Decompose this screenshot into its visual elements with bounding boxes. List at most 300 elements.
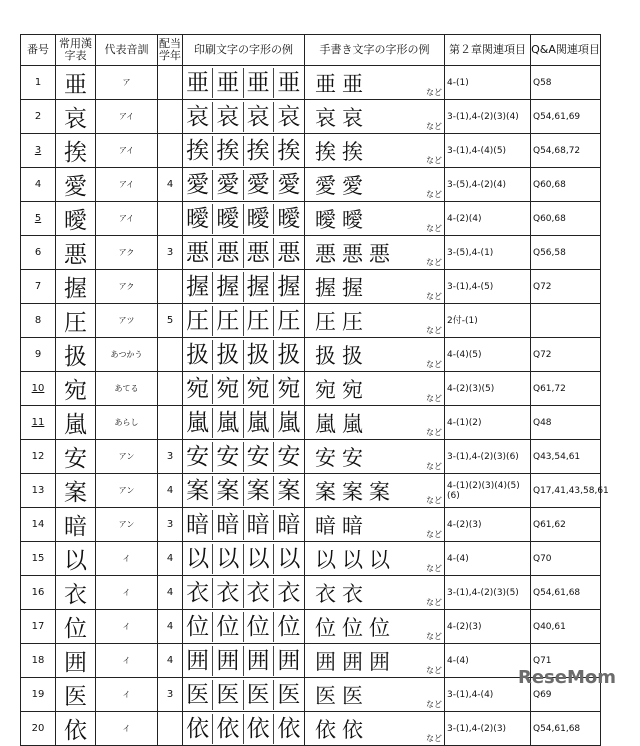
printed-glyph: 悪	[213, 238, 243, 268]
school-grade	[158, 406, 183, 440]
printed-forms	[183, 236, 305, 270]
handwritten-glyphs: 圧圧	[315, 310, 369, 334]
printed-forms	[183, 678, 305, 712]
qa-reference: Q54,61,68	[531, 576, 601, 610]
header-joyo: 常用漢字表	[56, 35, 96, 66]
table-row	[21, 406, 601, 440]
printed-glyph: 暗	[277, 511, 301, 538]
representative-reading: アク	[96, 236, 158, 270]
school-grade: 3	[158, 678, 183, 712]
printed-glyph: 安	[213, 442, 243, 472]
header-printed: 印刷文字の字形の例	[183, 35, 305, 66]
qa-reference: Q60,68	[531, 168, 601, 202]
etc-note: など	[426, 360, 442, 369]
table-row	[21, 474, 601, 508]
school-grade: 5	[158, 304, 183, 338]
table-row	[21, 678, 601, 712]
representative-reading: イ	[96, 644, 158, 678]
kanji-glyph-table	[20, 34, 609, 746]
row-number: 9	[21, 338, 56, 372]
handwritten-forms	[305, 406, 445, 440]
qa-reference: Q69	[531, 678, 601, 712]
handwritten-forms	[305, 576, 445, 610]
handwritten-glyphs: 以以以	[315, 548, 396, 572]
school-grade: 3	[158, 236, 183, 270]
printed-glyph: 宛	[183, 374, 213, 404]
chapter2-reference: 3-(1),4-(2)(3)(6)	[445, 440, 531, 474]
printed-glyph: 衣	[277, 579, 301, 606]
handwritten-glyphs: 哀哀	[315, 106, 369, 130]
qa-reference: Q61,72	[531, 372, 601, 406]
joyo-kanji: 愛	[56, 168, 96, 202]
etc-note: など	[426, 632, 442, 641]
school-grade	[158, 372, 183, 406]
handwritten-forms	[305, 236, 445, 270]
joyo-kanji: 扱	[56, 338, 96, 372]
representative-reading: アイ	[96, 202, 158, 236]
printed-forms	[183, 542, 305, 576]
chapter2-reference: 3-(5),4-(2)(4)	[445, 168, 531, 202]
row-number: 13	[21, 474, 56, 508]
handwritten-glyphs: 案案案	[315, 480, 396, 504]
school-grade: 4	[158, 542, 183, 576]
printed-glyph: 位	[277, 613, 301, 640]
handwritten-forms	[305, 66, 445, 100]
printed-glyph: 衣	[183, 578, 213, 608]
etc-note: など	[426, 224, 442, 233]
representative-reading: アン	[96, 474, 158, 508]
printed-glyph: 曖	[183, 204, 213, 234]
school-grade	[158, 202, 183, 236]
school-grade: 4	[158, 474, 183, 508]
printed-glyph: 圧	[277, 307, 301, 334]
qa-reference: Q56,58	[531, 236, 601, 270]
printed-glyph: 案	[183, 476, 213, 506]
joyo-kanji: 位	[56, 610, 96, 644]
school-grade: 3	[158, 508, 183, 542]
printed-glyph: 曖	[213, 204, 243, 234]
joyo-kanji: 亜	[56, 66, 96, 100]
printed-glyph: 依	[183, 714, 213, 744]
qa-reference: Q17,41,43,58,61	[531, 474, 601, 508]
row-number: 16	[21, 576, 56, 610]
row-number: 18	[21, 644, 56, 678]
printed-glyph: 嵐	[277, 409, 301, 436]
handwritten-glyphs: 曖曖	[315, 208, 369, 232]
joyo-kanji: 囲	[56, 644, 96, 678]
handwritten-glyphs: 握握	[315, 276, 369, 300]
row-number: 10	[21, 372, 56, 406]
joyo-kanji: 悪	[56, 236, 96, 270]
printed-glyph: 曖	[244, 204, 274, 234]
joyo-kanji: 宛	[56, 372, 96, 406]
header-number: 番号	[21, 35, 56, 66]
table-row	[21, 168, 601, 202]
handwritten-glyphs: 衣衣	[315, 582, 369, 606]
printed-glyph: 愛	[183, 170, 213, 200]
printed-forms	[183, 644, 305, 678]
etc-note: など	[426, 326, 442, 335]
printed-glyph: 依	[213, 714, 243, 744]
printed-forms	[183, 168, 305, 202]
printed-glyph: 挨	[213, 136, 243, 166]
representative-reading: アイ	[96, 168, 158, 202]
printed-glyph: 位	[244, 612, 274, 642]
printed-forms	[183, 474, 305, 508]
printed-glyph: 以	[183, 544, 213, 574]
printed-glyph: 握	[213, 272, 243, 302]
handwritten-forms	[305, 338, 445, 372]
qa-reference: Q40,61	[531, 610, 601, 644]
printed-glyph: 医	[183, 680, 213, 710]
chapter2-reference: 4-(4)(5)	[445, 338, 531, 372]
handwritten-glyphs: 挨挨	[315, 140, 369, 164]
school-grade	[158, 100, 183, 134]
table-row	[21, 338, 601, 372]
printed-glyph: 位	[183, 612, 213, 642]
printed-glyph: 暗	[244, 510, 274, 540]
joyo-kanji: 挨	[56, 134, 96, 168]
representative-reading: アク	[96, 270, 158, 304]
qa-reference: Q70	[531, 542, 601, 576]
header-grade: 配当学年	[158, 35, 183, 66]
printed-glyph: 愛	[277, 171, 301, 198]
row-number: 17	[21, 610, 56, 644]
chapter2-reference: 4-(2)(3)	[445, 610, 531, 644]
printed-glyph: 案	[213, 476, 243, 506]
etc-note: など	[426, 190, 442, 199]
printed-glyph: 嵐	[183, 408, 213, 438]
handwritten-forms	[305, 712, 445, 746]
representative-reading: イ	[96, 678, 158, 712]
handwritten-glyphs: 愛愛	[315, 174, 369, 198]
etc-note: など	[426, 496, 442, 505]
etc-note: など	[426, 292, 442, 301]
handwritten-forms	[305, 678, 445, 712]
handwritten-glyphs: 医医	[315, 684, 369, 708]
joyo-kanji: 曖	[56, 202, 96, 236]
representative-reading: アツ	[96, 304, 158, 338]
printed-glyph: 扱	[183, 340, 213, 370]
printed-glyph: 扱	[244, 340, 274, 370]
qa-reference: Q72	[531, 338, 601, 372]
handwritten-glyphs: 宛宛	[315, 378, 369, 402]
handwritten-forms	[305, 372, 445, 406]
school-grade: 3	[158, 440, 183, 474]
representative-reading: イ	[96, 610, 158, 644]
table-row	[21, 202, 601, 236]
printed-glyph: 哀	[213, 102, 243, 132]
etc-note: など	[426, 530, 442, 539]
printed-glyph: 嵐	[213, 408, 243, 438]
qa-reference: Q58	[531, 66, 601, 100]
printed-glyph: 握	[244, 272, 274, 302]
printed-glyph: 愛	[213, 170, 243, 200]
row-number: 15	[21, 542, 56, 576]
chapter2-reference: 4-(4)	[445, 542, 531, 576]
school-grade: 4	[158, 168, 183, 202]
school-grade	[158, 270, 183, 304]
printed-glyph: 扱	[213, 340, 243, 370]
qa-reference: Q43,54,61	[531, 440, 601, 474]
table-row	[21, 644, 601, 678]
printed-glyph: 嵐	[244, 408, 274, 438]
qa-reference: Q61,62	[531, 508, 601, 542]
handwritten-forms	[305, 270, 445, 304]
table-body	[21, 66, 609, 746]
printed-forms	[183, 372, 305, 406]
printed-glyph: 医	[277, 681, 301, 708]
chapter2-reference: 3-(1),4-(5)	[445, 270, 531, 304]
printed-forms	[183, 304, 305, 338]
table-row	[21, 440, 601, 474]
qa-reference: Q72	[531, 270, 601, 304]
printed-glyph: 扱	[277, 341, 301, 368]
table-row	[21, 576, 601, 610]
printed-glyph: 亜	[244, 68, 274, 98]
handwritten-glyphs: 扱扱	[315, 344, 369, 368]
handwritten-forms	[305, 134, 445, 168]
printed-glyph: 衣	[244, 578, 274, 608]
representative-reading: アン	[96, 440, 158, 474]
etc-note: など	[426, 462, 442, 471]
row-number: 20	[21, 712, 56, 746]
printed-glyph: 亜	[183, 68, 213, 98]
chapter2-reference: 3-(1),4-(4)	[445, 678, 531, 712]
header-chapter2: 第２章関連項目	[445, 35, 531, 66]
printed-forms	[183, 100, 305, 134]
representative-reading: あつかう	[96, 338, 158, 372]
joyo-kanji: 以	[56, 542, 96, 576]
printed-glyph: 圧	[213, 306, 243, 336]
printed-forms	[183, 440, 305, 474]
etc-note: など	[426, 122, 442, 131]
printed-glyph: 囲	[244, 646, 274, 676]
handwritten-glyphs: 悪悪悪	[315, 242, 396, 266]
joyo-kanji: 哀	[56, 100, 96, 134]
chapter2-reference: 4-(2)(3)	[445, 508, 531, 542]
printed-glyph: 握	[277, 273, 301, 300]
handwritten-glyphs: 安安	[315, 446, 369, 470]
printed-glyph: 宛	[277, 375, 301, 402]
handwritten-forms	[305, 644, 445, 678]
printed-glyph: 案	[277, 477, 301, 504]
joyo-kanji: 依	[56, 712, 96, 746]
representative-reading: アイ	[96, 100, 158, 134]
table-row	[21, 134, 601, 168]
handwritten-forms	[305, 474, 445, 508]
table-row	[21, 542, 601, 576]
printed-glyph: 挨	[244, 136, 274, 166]
row-number: 19	[21, 678, 56, 712]
etc-note: など	[426, 700, 442, 709]
school-grade	[158, 66, 183, 100]
etc-note: など	[426, 88, 442, 97]
representative-reading: あらし	[96, 406, 158, 440]
printed-glyph: 曖	[277, 205, 301, 232]
representative-reading: イ	[96, 712, 158, 746]
chapter2-reference: 3-(1),4-(2)(3)(4)	[445, 100, 531, 134]
header-reading: 代表音訓	[96, 35, 158, 66]
qa-reference: Q48	[531, 406, 601, 440]
row-number: 11	[21, 406, 56, 440]
printed-forms	[183, 576, 305, 610]
printed-glyph: 以	[277, 545, 301, 572]
printed-forms	[183, 508, 305, 542]
table-row	[21, 712, 601, 746]
school-grade	[158, 338, 183, 372]
header-handwritten: 手書き文字の字形の例	[305, 35, 445, 66]
handwritten-glyphs: 亜亜	[315, 72, 369, 96]
representative-reading: アン	[96, 508, 158, 542]
table-row	[21, 508, 601, 542]
printed-forms	[183, 610, 305, 644]
header-row	[21, 35, 601, 66]
qa-reference: Q60,68	[531, 202, 601, 236]
chapter2-reference: 3-(1),4-(2)(3)(5)	[445, 576, 531, 610]
printed-glyph: 依	[244, 714, 274, 744]
table-row	[21, 610, 601, 644]
chapter2-reference: 4-(2)(4)	[445, 202, 531, 236]
chapter2-reference: 4-(1)(2)(3)(4)(5)(6)	[445, 474, 531, 508]
handwritten-forms	[305, 202, 445, 236]
joyo-kanji: 医	[56, 678, 96, 712]
printed-forms	[183, 202, 305, 236]
handwritten-glyphs: 暗暗	[315, 514, 369, 538]
etc-note: など	[426, 156, 442, 165]
representative-reading: アイ	[96, 134, 158, 168]
chapter2-reference: 4-(2)(3)(5)	[445, 372, 531, 406]
printed-glyph: 以	[244, 544, 274, 574]
header-qa: Q&A関連項目	[531, 35, 601, 66]
representative-reading: イ	[96, 576, 158, 610]
handwritten-forms	[305, 440, 445, 474]
joyo-kanji: 暗	[56, 508, 96, 542]
printed-glyph: 囲	[213, 646, 243, 676]
chapter2-reference: 4-(1)	[445, 66, 531, 100]
table-row	[21, 236, 601, 270]
joyo-kanji: 衣	[56, 576, 96, 610]
handwritten-forms	[305, 542, 445, 576]
table-row	[21, 270, 601, 304]
handwritten-glyphs: 囲囲囲	[315, 650, 396, 674]
school-grade: 4	[158, 610, 183, 644]
handwritten-forms	[305, 508, 445, 542]
school-grade: 4	[158, 576, 183, 610]
handwritten-forms	[305, 100, 445, 134]
joyo-kanji: 握	[56, 270, 96, 304]
handwritten-glyphs: 位位位	[315, 616, 396, 640]
qa-reference: Q54,68,72	[531, 134, 601, 168]
row-number: 6	[21, 236, 56, 270]
etc-note: など	[426, 258, 442, 267]
joyo-kanji: 圧	[56, 304, 96, 338]
joyo-kanji: 案	[56, 474, 96, 508]
school-grade	[158, 134, 183, 168]
chapter2-reference: 4-(1)(2)	[445, 406, 531, 440]
printed-glyph: 囲	[183, 646, 213, 676]
printed-forms	[183, 270, 305, 304]
printed-glyph: 哀	[244, 102, 274, 132]
printed-glyph: 安	[277, 443, 301, 470]
printed-glyph: 位	[213, 612, 243, 642]
printed-forms	[183, 338, 305, 372]
printed-glyph: 暗	[213, 510, 243, 540]
row-number: 14	[21, 508, 56, 542]
chapter2-reference: 4-(4)	[445, 644, 531, 678]
row-number: 7	[21, 270, 56, 304]
qa-reference	[531, 304, 601, 338]
chapter2-reference: 3-(1),4-(2)(3)	[445, 712, 531, 746]
table-row	[21, 100, 601, 134]
handwritten-glyphs: 依依	[315, 718, 369, 742]
etc-note: など	[426, 564, 442, 573]
printed-glyph: 挨	[183, 136, 213, 166]
row-number: 12	[21, 440, 56, 474]
joyo-kanji: 嵐	[56, 406, 96, 440]
printed-glyph: 宛	[244, 374, 274, 404]
qa-reference: Q71	[531, 644, 601, 678]
etc-note: など	[426, 394, 442, 403]
printed-glyph: 暗	[183, 510, 213, 540]
etc-note: など	[426, 666, 442, 675]
printed-glyph: 挨	[277, 137, 301, 164]
handwritten-forms	[305, 304, 445, 338]
printed-forms	[183, 406, 305, 440]
etc-note: など	[426, 428, 442, 437]
printed-glyph: 安	[244, 442, 274, 472]
qa-reference: Q54,61,68	[531, 712, 601, 746]
printed-glyph: 悪	[277, 239, 301, 266]
row-number: 2	[21, 100, 56, 134]
printed-glyph: 依	[277, 715, 301, 742]
printed-glyph: 安	[183, 442, 213, 472]
printed-forms	[183, 134, 305, 168]
table-row	[21, 304, 601, 338]
printed-glyph: 哀	[183, 102, 213, 132]
printed-glyph: 圧	[244, 306, 274, 336]
printed-glyph: 亜	[277, 69, 301, 96]
row-number: 1	[21, 66, 56, 100]
printed-glyph: 宛	[213, 374, 243, 404]
printed-glyph: 医	[244, 680, 274, 710]
handwritten-forms	[305, 168, 445, 202]
school-grade	[158, 712, 183, 746]
representative-reading: イ	[96, 542, 158, 576]
printed-glyph: 哀	[277, 103, 301, 130]
table-row	[21, 372, 601, 406]
representative-reading: ア	[96, 66, 158, 100]
joyo-kanji: 安	[56, 440, 96, 474]
representative-reading: あてる	[96, 372, 158, 406]
printed-glyph: 亜	[213, 68, 243, 98]
chapter2-reference: 3-(1),4-(4)(5)	[445, 134, 531, 168]
handwritten-forms	[305, 610, 445, 644]
printed-glyph: 悪	[244, 238, 274, 268]
row-number: 4	[21, 168, 56, 202]
qa-reference: Q54,61,69	[531, 100, 601, 134]
printed-glyph: 医	[213, 680, 243, 710]
printed-glyph: 悪	[183, 238, 213, 268]
row-number: 5	[21, 202, 56, 236]
printed-glyph: 囲	[277, 647, 301, 674]
printed-glyph: 愛	[244, 170, 274, 200]
row-number: 3	[21, 134, 56, 168]
printed-glyph: 圧	[183, 306, 213, 336]
etc-note: など	[426, 598, 442, 607]
printed-forms	[183, 712, 305, 746]
printed-forms	[183, 66, 305, 100]
